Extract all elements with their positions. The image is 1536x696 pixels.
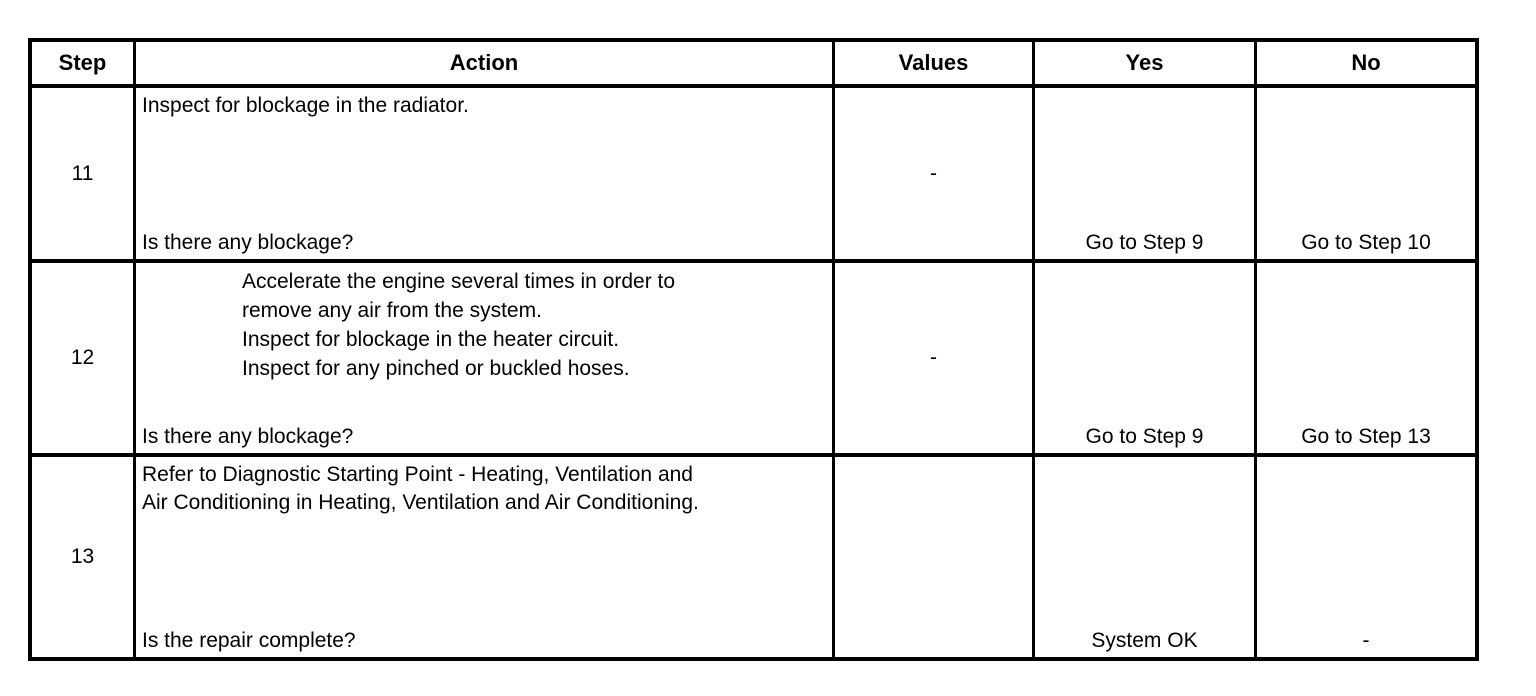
step-number: 13: [32, 453, 133, 657]
action-line: Air Conditioning in Heating, Ventilation and Air Conditioning.: [142, 491, 699, 514]
no-cell: [1254, 453, 1475, 657]
step-number: 12: [32, 259, 133, 453]
yes-cell: [1032, 453, 1254, 657]
diagnostic-table: [28, 38, 1479, 661]
yes-result: Go to Step 9: [1085, 231, 1204, 254]
yes-cell: [1032, 84, 1254, 259]
action-question: Is there any blockage?: [142, 425, 354, 448]
no-result: Go to Step 10: [1301, 231, 1431, 254]
header-step: Step: [58, 50, 107, 75]
action-text: [142, 92, 828, 120]
values-cell: -: [832, 84, 1032, 259]
no-cell: [1254, 259, 1475, 453]
header-yes: Yes: [1032, 42, 1254, 84]
header-action: Action: [133, 42, 832, 84]
no-result: -: [1362, 629, 1370, 652]
action-cell: [133, 259, 832, 453]
no-cell: [1254, 84, 1475, 259]
header-values: Values: [832, 42, 1032, 84]
action-question: Is the repair complete?: [142, 629, 356, 652]
action-text: [142, 267, 828, 383]
step-number: 11: [32, 84, 133, 259]
action-line: remove any air from the system.: [242, 299, 542, 322]
action-line: Inspect for blockage in the radiator.: [142, 94, 469, 117]
action-line: Inspect for blockage in the heater circuit.: [242, 328, 620, 351]
header-no: No: [1254, 42, 1475, 84]
action-cell: [133, 453, 832, 657]
yes-result: System OK: [1091, 629, 1198, 652]
action-cell: [133, 84, 832, 259]
no-result: Go to Step 13: [1301, 425, 1431, 448]
action-line: Accelerate the engine several times in order to: [242, 270, 676, 293]
values-cell: -: [832, 259, 1032, 453]
values-cell: [832, 453, 1032, 657]
action-line: Refer to Diagnostic Starting Point - Heating, Ventilation and: [142, 463, 693, 486]
action-question: Is there any blockage?: [142, 231, 354, 254]
action-line: Inspect for any pinched or buckled hoses.: [242, 357, 630, 380]
yes-cell: [1032, 259, 1254, 453]
yes-result: Go to Step 9: [1085, 425, 1204, 448]
action-text: [142, 461, 828, 517]
